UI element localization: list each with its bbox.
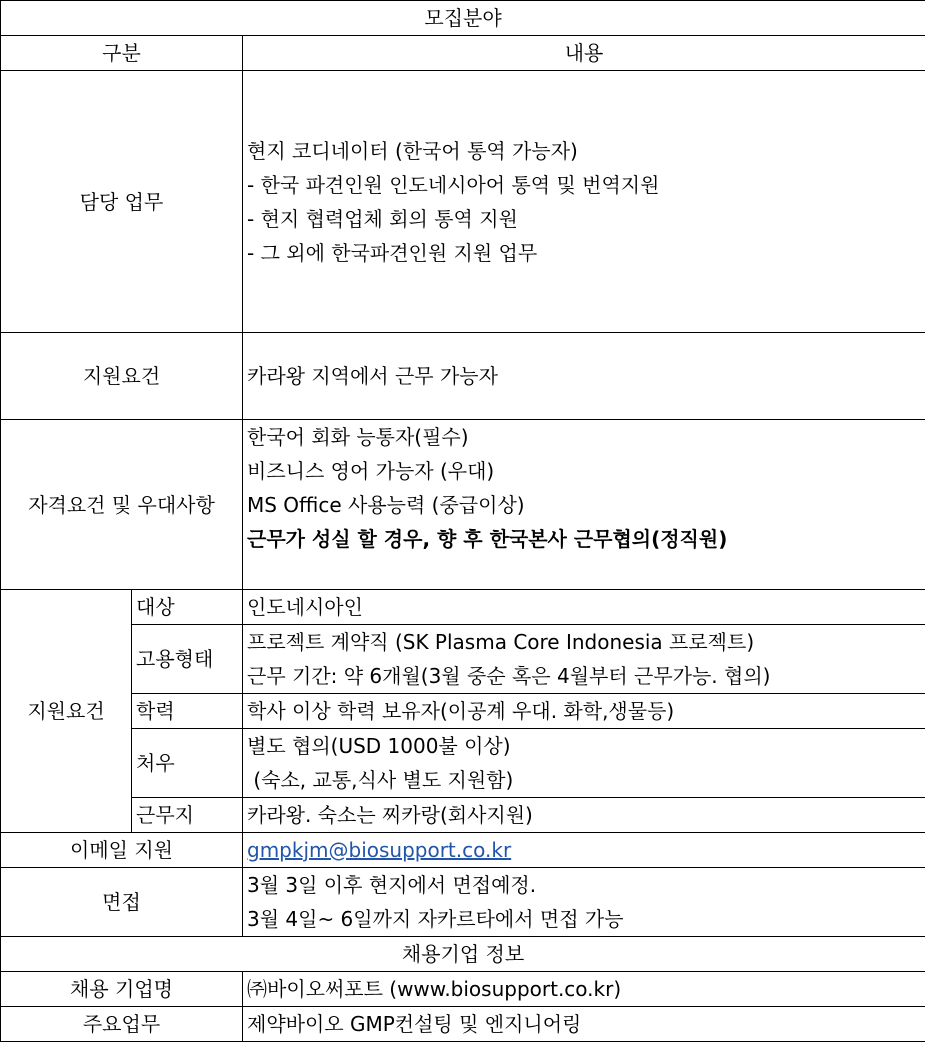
qualification-line: 비즈니스 영어 가능자 (우대) — [247, 454, 921, 488]
employment-line: 근무 기간: 약 6개월(3월 중순 혹은 4월부터 근무가능. 협의) — [247, 659, 921, 693]
education-value: 학사 이상 학력 보유자(이공계 우대. 화학,생물등) — [243, 694, 925, 729]
company-section-title: 채용기업 정보 — [1, 937, 925, 972]
salary-line: (숙소, 교통,식사 별도 지원함) — [247, 763, 921, 797]
column-header-category: 구분 — [1, 36, 243, 71]
workplace-label: 근무지 — [132, 798, 243, 833]
interview-row — [1, 868, 925, 937]
salary-line: 별도 협의(USD 1000불 이상) — [247, 729, 921, 763]
requirement-label: 지원요건 — [1, 333, 243, 420]
company-business-label: 주요업무 — [1, 1007, 243, 1042]
company-name-value: ㈜바이오써포트 (www.biosupport.co.kr) — [243, 972, 925, 1007]
title-row — [1, 1, 925, 36]
qualifications-label: 자격요건 및 우대사항 — [1, 420, 243, 590]
company-title-row — [1, 937, 925, 972]
table-title: 모집분야 — [1, 1, 925, 36]
column-header-content: 내용 — [243, 36, 925, 71]
company-business-value: 제약바이오 GMP컨설팅 및 엔지니어링 — [243, 1007, 925, 1042]
header-row — [1, 36, 925, 71]
duties-line: - 현지 협력업체 회의 통역 지원 — [247, 202, 921, 236]
interview-line: 3월 3일 이후 현지에서 면접예정. — [247, 868, 921, 902]
qualification-bold-line: 근무가 성실 할 경우, 향 후 한국본사 근무협의(정직원) — [247, 522, 921, 556]
workplace-value: 카라왕. 숙소는 찌카랑(회사지원) — [243, 798, 925, 833]
salary-content — [243, 729, 925, 798]
email-link[interactable]: gmpkjm@biosupport.co.kr — [247, 838, 511, 862]
duties-line: - 한국 파견인원 인도네시아어 통역 및 번역지원 — [247, 168, 921, 202]
education-label: 학력 — [132, 694, 243, 729]
requirement-row — [1, 333, 925, 420]
duties-label: 담당 업무 — [1, 71, 243, 333]
salary-label: 처우 — [132, 729, 243, 798]
conditions-employment-row — [1, 625, 925, 694]
target-label: 대상 — [132, 590, 243, 625]
target-value: 인도네시아인 — [243, 590, 925, 625]
conditions-education-row — [1, 694, 925, 729]
company-business-row — [1, 1007, 925, 1042]
conditions-label: 지원요건 — [1, 590, 132, 833]
interview-line: 3월 4일~ 6일까지 자카르타에서 면접 가능 — [247, 902, 921, 936]
duties-row — [1, 71, 925, 333]
employment-content — [243, 625, 925, 694]
email-label: 이메일 지원 — [1, 833, 243, 868]
company-name-row — [1, 972, 925, 1007]
qualifications-content — [243, 420, 925, 590]
qualifications-row — [1, 420, 925, 590]
qualification-line: MS Office 사용능력 (중급이상) — [247, 488, 921, 522]
conditions-salary-row — [1, 729, 925, 798]
interview-label: 면접 — [1, 868, 243, 937]
duties-content — [243, 71, 925, 333]
employment-line: 프로젝트 계약직 (SK Plasma Core Indonesia 프로젝트) — [247, 625, 921, 659]
email-cell — [243, 833, 925, 868]
email-row — [1, 833, 925, 868]
qualification-line: 한국어 회화 능통자(필수) — [247, 420, 921, 454]
interview-content — [243, 868, 925, 937]
conditions-target-row — [1, 590, 925, 625]
employment-label: 고용형태 — [132, 625, 243, 694]
duties-line: 현지 코디네이터 (한국어 통역 가능자) — [247, 134, 921, 168]
requirement-value: 카라왕 지역에서 근무 가능자 — [243, 333, 925, 420]
duties-line: - 그 외에 한국파견인원 지원 업무 — [247, 236, 921, 270]
conditions-workplace-row — [1, 798, 925, 833]
company-name-label: 채용 기업명 — [1, 972, 243, 1007]
